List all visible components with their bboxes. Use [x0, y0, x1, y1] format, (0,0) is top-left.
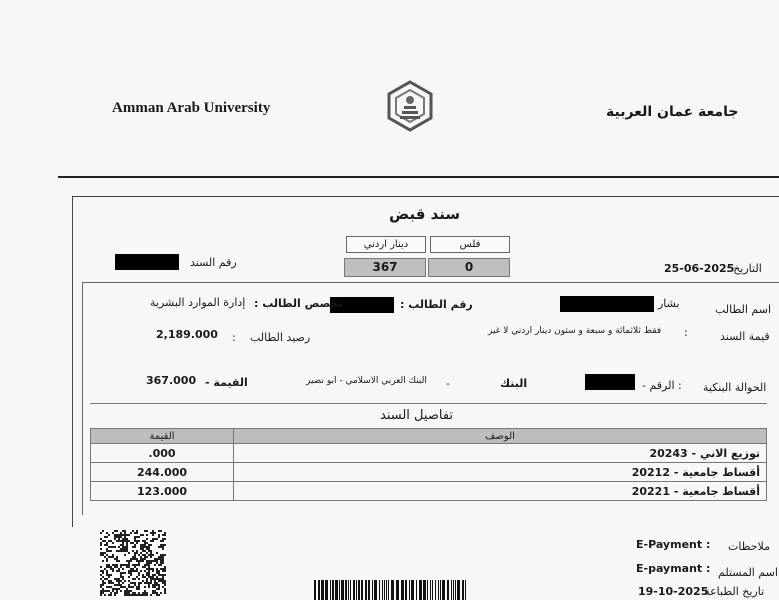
fils-label-box: فلس [430, 236, 510, 253]
balance-value: 2,189.000 [156, 328, 218, 341]
details-divider [90, 403, 767, 404]
details-table [90, 428, 767, 501]
receipt-title: سند قبض [389, 205, 461, 223]
col-description-header: الوصف [234, 429, 767, 444]
dinar-label-box: دينار اردني [346, 236, 426, 253]
table-row [91, 444, 767, 463]
balance-colon: : [232, 331, 236, 344]
university-name-en: Amman Arab University [112, 100, 271, 116]
row-description: توزيع الاني - 20243 [234, 444, 767, 463]
bank-dash: - [446, 377, 450, 390]
amount-words: فقط ثلاثمائة و سبعة و ستون دينار اردني لا غير [488, 326, 662, 336]
student-major-label: تخصص الطالب : [254, 297, 343, 310]
row-value: 244.000 [91, 463, 234, 482]
transfer-number-label: : الرقم - [642, 379, 682, 392]
student-name-redacted [560, 296, 654, 312]
header-divider [58, 176, 779, 178]
receipt-number-redacted [115, 254, 179, 270]
notes-label: ملاحظات [728, 540, 770, 553]
bank-value: البنك العربي الاسلامي - ابو نصير [306, 376, 427, 386]
receipt-number-label: رقم السند [190, 256, 237, 269]
transfer-label: الحوالة البنكية [703, 381, 767, 394]
university-logo-icon [386, 80, 434, 132]
student-number-label: رقم الطالب : [400, 298, 473, 311]
receiver-value: E-paymant : [636, 562, 711, 575]
row-value: 000. [91, 444, 234, 463]
row-value: 123.000 [91, 482, 234, 501]
row-description: أقساط جامعية - 20221 [234, 482, 767, 501]
dinar-value-box: 367 [344, 258, 426, 277]
notes-value: E-Payment : [636, 538, 711, 551]
print-date-value: 19-10-2025 [638, 585, 709, 598]
qr-code-icon [100, 530, 166, 596]
amount-label: قيمة السند [720, 330, 770, 343]
transfer-value-label: القيمة - [205, 376, 248, 389]
balance-label: رصيد الطالب [250, 331, 311, 344]
barcode-icon [312, 580, 470, 600]
student-name-value: بشار [658, 297, 680, 310]
receipt-date-value: 25-06-2025 [664, 262, 735, 275]
university-name-ar: جامعة عمان العربية [606, 104, 739, 120]
fils-value-box: 0 [428, 258, 510, 277]
amount-colon: : [684, 326, 688, 339]
student-major-value: إدارة الموارد البشرية [150, 296, 246, 309]
table-row [91, 482, 767, 501]
transfer-number-redacted [585, 374, 635, 390]
col-value-header: القيمة [91, 429, 234, 444]
details-header-row [91, 429, 767, 444]
details-title: تفاصيل السند [380, 408, 454, 423]
bank-label: البنك [500, 377, 528, 390]
row-description: أقساط جامعية - 20212 [234, 463, 767, 482]
student-name-label: اسم الطالب [715, 303, 772, 316]
transfer-value: 367.000 [146, 374, 197, 387]
receipt-date-label: التاريخ : [726, 262, 762, 275]
receiver-label: اسم المستلم [718, 566, 778, 579]
print-date-label: تاريخ الطباعة : [697, 585, 765, 598]
table-row [91, 463, 767, 482]
